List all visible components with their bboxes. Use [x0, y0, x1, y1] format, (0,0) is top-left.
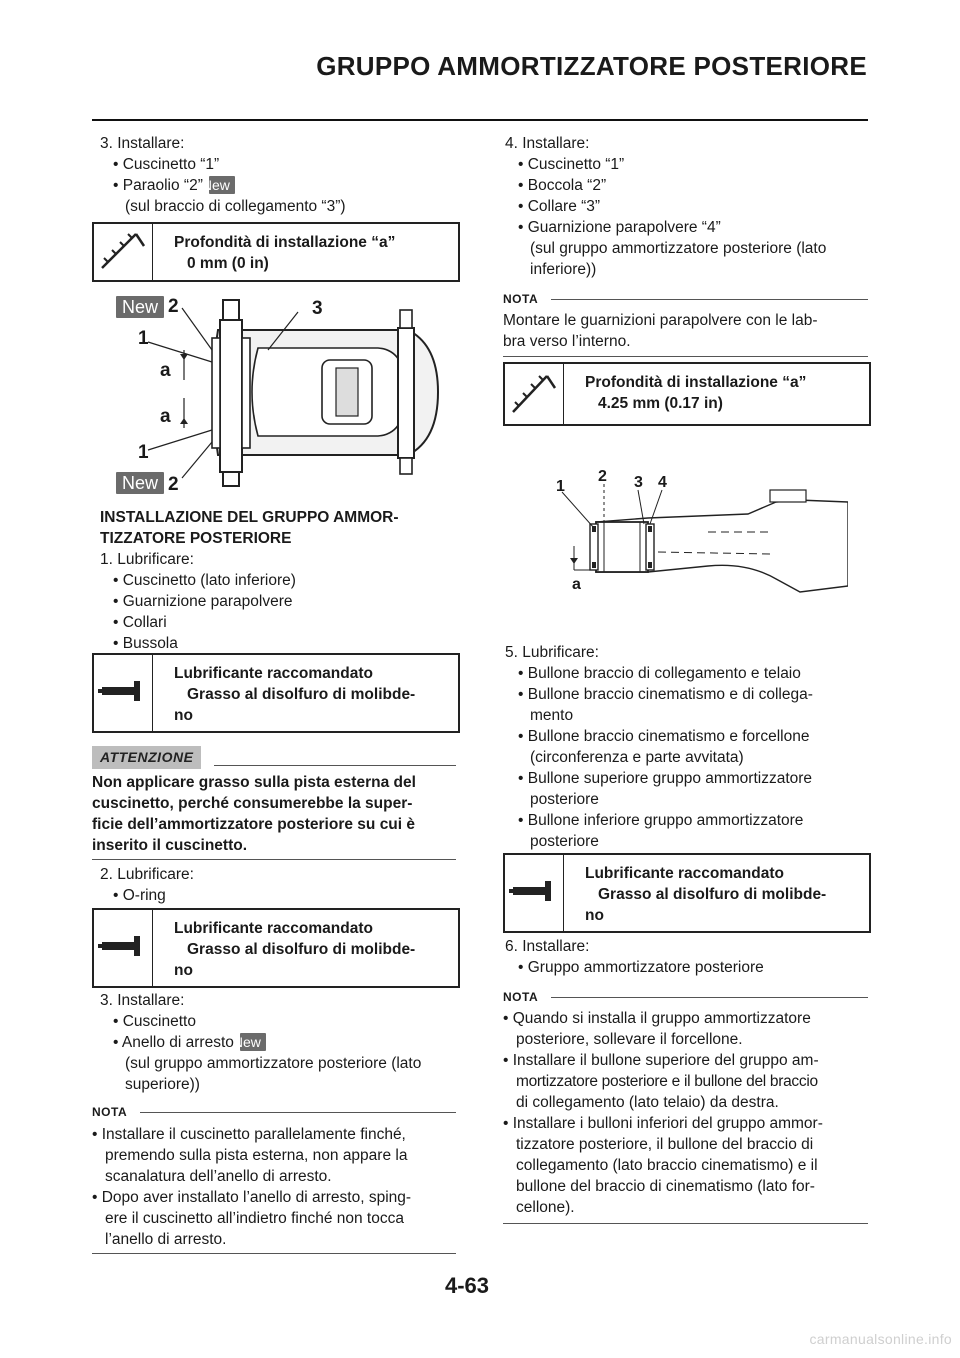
caution-line: Non applicare grasso sulla pista esterna del [92, 774, 416, 791]
spec-value: 4.25 mm (0.17 in) [598, 395, 723, 412]
header-rule [92, 119, 868, 121]
callout-1: 1 [138, 442, 149, 463]
watermark-link[interactable]: carmanualsonline.info [809, 1331, 952, 1347]
callout-3: 3 [312, 298, 323, 319]
note-line: • Installare il bullone superiore del gruppo am- [503, 1052, 819, 1069]
spec-text [174, 918, 415, 981]
note-line: • Installare i bulloni inferiori del gruppo ammor- [503, 1115, 823, 1132]
spec-value: no [174, 707, 193, 724]
grease-gun-icon [505, 855, 563, 931]
link-arm-illustration [108, 290, 448, 500]
list-item: • O-ring [113, 887, 166, 904]
step-title: 3. Installare: [100, 992, 185, 1009]
note-line: bra verso l’interno. [503, 333, 631, 350]
new-part-badge: New [209, 176, 235, 194]
caution-line: inserito il cuscinetto. [92, 837, 248, 854]
list-item: • Gruppo ammortizzatore posteriore [518, 959, 764, 976]
step-title: 3. Installare: [100, 135, 185, 152]
caution-label: ATTENZIONE [92, 746, 201, 769]
new-part-badge: New [116, 296, 164, 318]
spec-title: Profondità di installazione “a” [585, 374, 807, 391]
right-step4-install [505, 133, 875, 280]
note-label: NOTA [503, 292, 539, 306]
list-item-continuation: (sul braccio di collegamento “3”) [125, 198, 346, 215]
note-text [92, 1124, 462, 1250]
step-title: 1. Lubrificare: [100, 551, 194, 568]
spec-box-lubricant [503, 853, 871, 933]
caliper-icon [505, 364, 563, 424]
callout-1: 1 [556, 478, 565, 495]
note-line: ere il cuscinetto all’indietro finché non tocca [105, 1210, 404, 1227]
step-title: 5. Lubrificare: [505, 644, 599, 661]
caliper-icon [94, 224, 152, 280]
caution-rule [214, 765, 456, 766]
left-step3-install-b [100, 990, 470, 1095]
spec-box-lubricant [92, 653, 460, 733]
spec-box-lubricant [92, 908, 460, 988]
spec-value: Grasso al disolfuro di molibde- [187, 686, 416, 703]
list-item-continuation: posteriore [530, 833, 599, 850]
note-end-rule [503, 1223, 868, 1224]
figure-link-arm [108, 290, 448, 500]
spec-title: Lubrificante raccomandato [585, 865, 784, 882]
note-line: • Dopo aver installato l’anello di arresto, sping- [92, 1189, 412, 1206]
note-line: cellone). [516, 1199, 575, 1216]
spec-value: 0 mm (0 in) [187, 255, 269, 272]
note-label: NOTA [92, 1105, 128, 1119]
list-item-text: • Paraolio “2” [113, 177, 203, 194]
list-item: • Boccola “2” [518, 177, 607, 194]
note-rule [140, 1112, 456, 1113]
grease-gun-icon-cell [94, 655, 153, 731]
spec-box-installation-depth [503, 362, 871, 426]
list-item: • Bullone inferiore gruppo ammortizzatore [518, 812, 804, 829]
note-rule [551, 997, 868, 998]
note-line: mortizzatore posteriore e il bullone del braccio [516, 1073, 818, 1090]
spec-title: Lubrificante raccomandato [174, 665, 373, 682]
spec-text [585, 372, 806, 414]
callout-2: 2 [598, 468, 607, 485]
list-item [113, 1032, 470, 1053]
callout-a: a [160, 406, 171, 427]
section-heading: INSTALLAZIONE DEL GRUPPO AMMOR- [100, 509, 399, 526]
note-line: • Quando si installa il gruppo ammortizzatore [503, 1010, 811, 1027]
callout-4: 4 [658, 474, 667, 491]
callout-1: 1 [138, 328, 149, 349]
note-line: tizzatore posteriore, il bullone del braccio di [516, 1136, 814, 1153]
list-item: • Collare “3” [518, 198, 601, 215]
new-part-badge: New [240, 1033, 266, 1051]
callout-2: 2 [168, 474, 179, 495]
note-line: di collegamento (lato telaio) da destra. [516, 1094, 779, 1111]
step-title: 2. Lubrificare: [100, 866, 194, 883]
note-end-rule [503, 356, 868, 357]
list-item: • Cuscinetto [113, 1013, 196, 1030]
list-item: • Bullone braccio di collegamento e telaio [518, 665, 801, 682]
new-part-badge: New [116, 472, 164, 494]
spec-value: no [585, 907, 604, 924]
list-item: • Cuscinetto “1” [518, 156, 625, 173]
spec-text [585, 863, 826, 926]
spec-box-installation-depth [92, 222, 460, 282]
list-item: • Guarnizione parapolvere “4” [518, 219, 721, 236]
callout-a: a [160, 360, 171, 381]
note-line: collegamento (lato braccio cinematismo) e il [516, 1157, 818, 1174]
step-title: 6. Installare: [505, 938, 590, 955]
caution-line: cuscinetto, perché consumerebbe la super- [92, 795, 413, 812]
grease-gun-icon [94, 910, 152, 986]
caution-text [92, 772, 462, 856]
note-line: Montare le guarnizioni parapolvere con le lab- [503, 312, 818, 329]
list-item: • Bullone superiore gruppo ammortizzatore [518, 770, 813, 787]
section-installation [100, 507, 470, 654]
right-step5-lubricate [505, 642, 875, 852]
spec-value: no [174, 962, 193, 979]
spec-text [174, 232, 395, 274]
step-title: 4. Installare: [505, 135, 590, 152]
grease-gun-icon [94, 655, 152, 731]
spec-text [174, 663, 415, 726]
list-item: • Cuscinetto “1” [113, 156, 220, 173]
list-item: • Collari [113, 614, 167, 631]
section-heading: TIZZATORE POSTERIORE [100, 530, 292, 547]
note-line: scanalatura dell’anello di arresto. [105, 1168, 332, 1185]
caliper-icon-cell [94, 224, 153, 280]
spec-title: Lubrificante raccomandato [174, 920, 373, 937]
spec-title: Profondità di installazione “a” [174, 234, 396, 251]
left-step2-lubricate [100, 864, 470, 906]
note-end-rule [92, 1253, 456, 1254]
list-item-continuation: inferiore)) [530, 261, 597, 278]
note-line: • Installare il cuscinetto parallelamente finché, [92, 1126, 406, 1143]
shock-lower-illustration [548, 462, 848, 612]
note-text [503, 1008, 873, 1218]
figure-shock-lower [548, 462, 848, 612]
list-item: • Bullone braccio cinematismo e forcellone [518, 728, 810, 745]
list-item-continuation: (sul gruppo ammortizzatore posteriore (lato [530, 240, 827, 257]
list-item-continuation: posteriore [530, 791, 599, 808]
caliper-icon-cell [505, 364, 564, 424]
right-step6-install [505, 936, 875, 978]
note-line: bullone del braccio di cinematismo (lato for- [516, 1178, 815, 1195]
note-line: posteriore, sollevare il forcellone. [516, 1031, 743, 1048]
page-number: 4-63 [445, 1273, 490, 1298]
grease-gun-icon-cell [505, 855, 564, 931]
list-item: • Bussola [113, 635, 178, 652]
note-line: premendo sulla pista esterna, non appare la [105, 1147, 408, 1164]
note-text [503, 310, 873, 352]
list-item-continuation: (sul gruppo ammortizzatore posteriore (lato [125, 1055, 422, 1072]
list-item-continuation: mento [530, 707, 574, 724]
list-item: • Bullone braccio cinematismo e di collega- [518, 686, 813, 703]
list-item: • Cuscinetto (lato inferiore) [113, 572, 296, 589]
callout-a: a [572, 576, 581, 593]
page-title: GRUPPO AMMORTIZZATORE POSTERIORE [316, 51, 867, 81]
callout-3: 3 [634, 474, 643, 491]
callout-2: 2 [168, 296, 179, 317]
list-item-continuation: (circonferenza e parte avvitata) [530, 749, 744, 766]
list-item-text: • Anello di arresto [113, 1034, 234, 1051]
left-step3-install [100, 133, 470, 217]
list-item [113, 175, 470, 196]
list-item-continuation: superiore)) [125, 1076, 200, 1093]
list-item: • Guarnizione parapolvere [113, 593, 293, 610]
caution-line: ficie dell’ammortizzatore posteriore su cui è [92, 816, 416, 833]
note-label: NOTA [503, 990, 539, 1004]
grease-gun-icon-cell [94, 910, 153, 986]
spec-value: Grasso al disolfuro di molibde- [598, 886, 827, 903]
note-rule [551, 299, 868, 300]
spec-value: Grasso al disolfuro di molibde- [187, 941, 416, 958]
note-line: l’anello di arresto. [105, 1231, 227, 1248]
caution-end-rule [92, 859, 456, 860]
